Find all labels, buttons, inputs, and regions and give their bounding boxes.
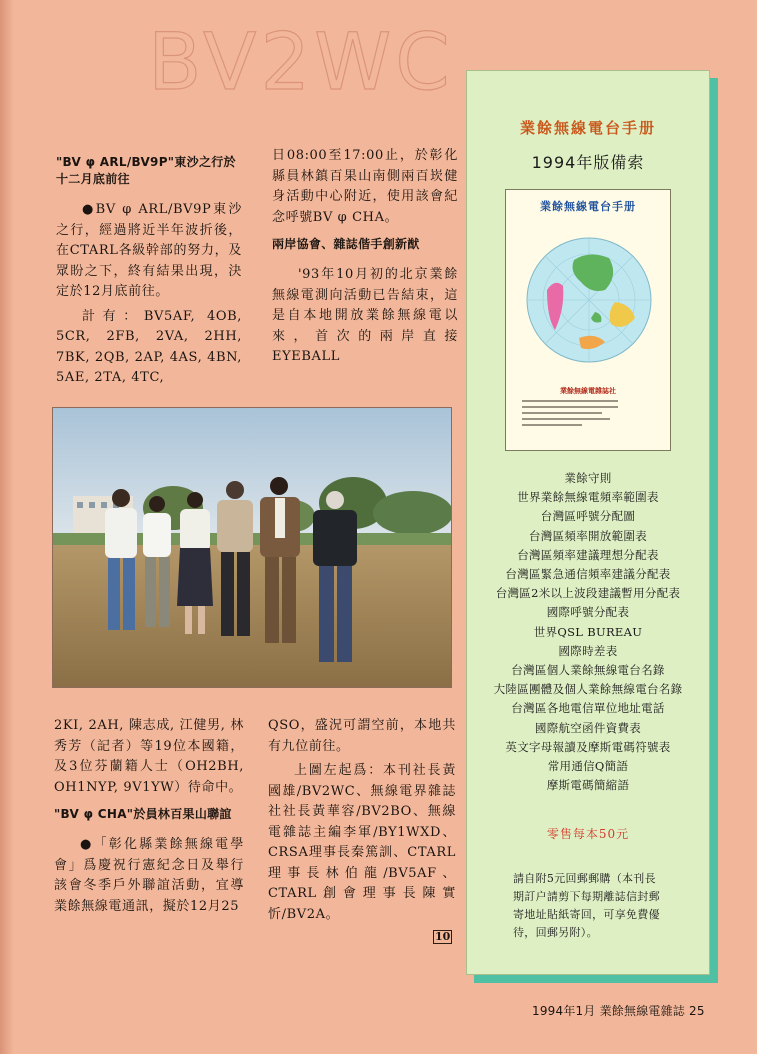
- callsign-watermark: BV2WC: [148, 18, 454, 108]
- handbook-cover: [505, 189, 671, 451]
- paragraph-beijing-event: '93年10月初的北京業餘無線電測向活動已告結束，這是自本地開放業餘無線電以來，首次的兩岸直接EYEBALL: [272, 267, 458, 364]
- handbook-advertisement: [466, 70, 710, 975]
- contents-item: 大陸區團體及個人業餘無線電台名錄: [493, 682, 683, 697]
- heading-dongsha-trip: "BV φ ARL/BV9P"東沙之行於十二月底前往: [56, 155, 236, 186]
- paragraph-qso: QSO，盛況可謂空前，本地共有九位前往。: [268, 718, 456, 754]
- contents-item: 英文字母報讀及摩斯電碼符號表: [505, 739, 671, 754]
- page-spine-shadow: [0, 0, 14, 1054]
- contents-item: 國際航空函件資費表: [534, 720, 642, 735]
- world-globe-icon: [519, 220, 659, 380]
- heading-cross-strait: 兩岸協會、雜誌偕手創新猷: [272, 237, 420, 251]
- contents-item: 台灣區各地電信單位地址電話: [511, 701, 665, 716]
- contents-item: 台灣區頻率建議理想分配表: [517, 547, 659, 562]
- page-footer: 1994年1月 業餘無線電雜誌 25: [532, 1004, 705, 1018]
- left-column-lower: [54, 716, 244, 921]
- left-column-upper: [56, 146, 242, 393]
- paragraph-bv0cha-schedule: 日08:00至17:00止，於彰化縣員林鎮百果山南側兩百崁健身活動中心附近，使用該會紀念呼號BV φ CHA。: [272, 148, 458, 225]
- contents-item: 台灣區呼號分配圖: [540, 509, 636, 524]
- article-end-mark: 10: [435, 930, 451, 943]
- handbook-title: 業餘無線電台手册: [519, 119, 656, 137]
- paragraph-dongsha-intro: ●BV φ ARL/BV9P東沙之行，經過將近半年波折後，在CTARL各級幹部的努力，及眾盼之下，終有結果出現，決定於12月底前往。: [56, 202, 242, 299]
- contents-item: 台灣區頻率開放範圍表: [529, 528, 647, 543]
- contents-item: 台灣區2米以上波段建議暫用分配表: [495, 586, 681, 601]
- contents-item: 摩斯電碼簡縮語: [546, 778, 630, 793]
- mid-column-lower: [268, 716, 456, 929]
- contents-item: 台灣區緊急通信頻率建議分配表: [505, 567, 671, 582]
- paragraph-changhua-association: ●「彰化縣業餘無線電學會」爲慶祝行憲紀念日及舉行該會冬季戶外聯誼活動，宜導業餘無線電通訊，擬於12月25: [54, 837, 244, 914]
- handbook-price: 零售每本50元: [546, 827, 630, 842]
- contents-item: 世界QSL BUREAU: [533, 624, 643, 639]
- contents-item: 台灣區個人業餘無線電台名錄: [511, 663, 665, 678]
- handbook-order-instructions: 請自附5元回郵郵購（本刊長期訂户請剪下每期離誌信封郵寄地址貼紙寄回，可享免費優待，回郵另附）。: [513, 872, 660, 940]
- paragraph-photo-caption: 上圖左起爲：本刊社長黃國雄/BV2WC、無線電界雜誌社社長黃華容/BV2BO、無線電雜誌主編李軍/BY1WXD、CRSA理事長秦篤訓、CTARL理事長林伯龍/BV5AF、CTARL創會理事長陳實忻/BV2A。: [268, 763, 456, 922]
- cover-title: 業餘無線電台手册: [540, 200, 636, 213]
- heading-bv0cha-meetup: "BV φ CHA"於員林百果山聯誼: [54, 807, 232, 821]
- mid-column-upper: [272, 146, 458, 372]
- contents-item: 常用通信Q簡語: [547, 759, 629, 774]
- paragraph-participants: 2KI, 2AH, 陳志成, 江健男, 林秀芳（記者）等19位本國籍，及3位芬蘭籍人士（OH2BH, OH1NYP, 9V1YW）待命中。: [54, 718, 244, 795]
- contents-item: 國際時差表: [558, 643, 618, 658]
- paragraph-callsign-list: 計有：BV5AF, 4OB, 5CR, 2FB, 2VA, 2HH, 7BK, 2QB, 2AP, 4AS, 4BN, 5AE, 2TA, 4TC,: [56, 308, 242, 385]
- contents-item: 業餘守則: [564, 471, 612, 485]
- group-photo: [52, 407, 452, 688]
- cover-fine-print: [522, 400, 618, 430]
- group-photo-image: [53, 408, 452, 688]
- cover-publisher: 業餘無線電雜誌社: [560, 386, 616, 395]
- contents-item: 國際呼號分配表: [546, 605, 630, 620]
- contents-item: 世界業餘無線電頻率範圍表: [517, 490, 659, 505]
- handbook-contents-list: [467, 469, 709, 795]
- handbook-edition: 1994年版備索: [531, 153, 645, 172]
